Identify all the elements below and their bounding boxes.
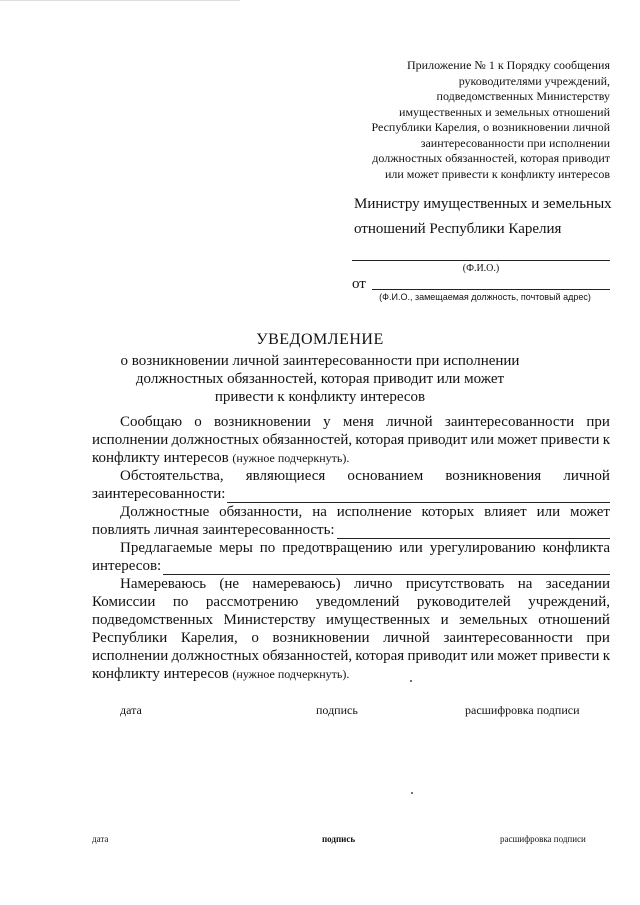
- addressee-block: [354, 192, 612, 242]
- body-word: заседании: [545, 576, 610, 592]
- signature-label: подпись: [322, 834, 356, 844]
- body-word: к: [602, 432, 610, 448]
- body-word: у: [323, 414, 331, 430]
- body-word: которых: [421, 504, 475, 520]
- body-word: намереваюсь): [252, 576, 341, 592]
- body-line: [92, 629, 610, 647]
- body-word: (не: [219, 576, 240, 592]
- document-subtitle-line: привести к конфликту интересов: [214, 389, 426, 405]
- body-word: Карелия,: [180, 630, 238, 646]
- body-word: о: [194, 414, 202, 430]
- appendix-line: или может привести к конфликту интересов: [384, 166, 610, 181]
- body-word: личной: [383, 630, 430, 646]
- body-word: привести: [540, 432, 600, 448]
- field-label: интересов:: [92, 558, 162, 574]
- fill-field-row: [92, 521, 610, 539]
- body-word: лично: [353, 576, 393, 592]
- body-word: приводит: [407, 432, 468, 448]
- from-caption: (Ф.И.О., замещаемая должность, почтовый адрес): [379, 292, 591, 302]
- appendix-line: Приложение № 1 к Порядку сообщения: [407, 58, 610, 72]
- body-word: учреждений,: [528, 594, 610, 610]
- body-word: личной: [563, 468, 610, 484]
- body-word: исполнение: [336, 504, 412, 520]
- body-word: Сообщаю: [120, 414, 183, 430]
- body-word: должностных: [171, 432, 260, 448]
- body-word: на: [517, 576, 533, 592]
- body-word: привести: [540, 648, 600, 664]
- date-label: дата: [92, 834, 109, 844]
- body-word: возникновении: [213, 414, 311, 430]
- body-word: Обстоятельства,: [120, 468, 224, 484]
- appendix-line: заинтересованности при исполнении: [420, 135, 610, 150]
- body-word: являющиеся: [245, 468, 326, 484]
- body-word: может: [569, 504, 610, 520]
- field-label: повлиять личная заинтересованность:: [92, 522, 335, 538]
- body-word: уведомлений: [315, 594, 400, 610]
- body-word: подведомственных: [92, 612, 214, 628]
- body-line: [92, 413, 610, 431]
- scan-speck: [410, 680, 412, 682]
- fill-field-row: [92, 557, 610, 575]
- from-label: от: [352, 276, 366, 292]
- addressee-line: Министру имущественных и земельных: [354, 196, 612, 212]
- appendix-line: должностных обязанностей, которая приводит: [372, 151, 610, 165]
- body-word: имущественных: [326, 612, 431, 628]
- appendix-line: Республики Карелия, о возникновении личной: [371, 120, 610, 134]
- body-word: возникновении: [272, 630, 370, 646]
- body-word: Министерству: [223, 612, 316, 628]
- body-word: меры: [219, 540, 253, 556]
- body-word: земельных: [459, 612, 528, 628]
- circumstances-blank-line[interactable]: [227, 488, 610, 503]
- body-line: [92, 593, 610, 611]
- body-word: или: [399, 540, 423, 556]
- body-word: предотвращению: [282, 540, 393, 556]
- body-line: [92, 575, 610, 593]
- appendix-line: имущественных и земельных отношений: [399, 104, 610, 119]
- body-word: может: [497, 432, 538, 448]
- body-word: Республики: [92, 630, 168, 646]
- choice-note: (нужное подчеркнуть).: [232, 451, 350, 465]
- body-line: [92, 539, 610, 557]
- body-word: на: [312, 504, 327, 520]
- scan-edge-mark: [0, 0, 240, 4]
- body-word: основанием: [347, 468, 424, 484]
- body-word: личной: [386, 414, 433, 430]
- body-word: рассмотрению: [205, 594, 299, 610]
- body-line: [92, 665, 610, 683]
- signature-decoding-label: расшифровка подписи: [465, 703, 580, 717]
- body-word: которая: [355, 432, 405, 448]
- body-word: заинтересованности: [444, 414, 575, 430]
- fio-blank-line: [352, 260, 610, 261]
- body-line: [92, 467, 610, 485]
- addressee-line: отношений Республики Карелия: [354, 221, 562, 237]
- appendix-header: [310, 58, 610, 182]
- body-word: по: [172, 594, 189, 610]
- field-label: заинтересованности:: [92, 486, 226, 502]
- measures-blank-line[interactable]: [163, 560, 610, 575]
- body-word: конфликта: [542, 540, 610, 556]
- body-word: отношений: [538, 612, 610, 628]
- body-word: влияет: [484, 504, 527, 520]
- body-word: Предлагаемые: [120, 540, 213, 556]
- body-word: меня: [342, 414, 374, 430]
- body-word: или: [470, 432, 495, 448]
- body-word: Должностные: [120, 504, 210, 520]
- body-word: должностных: [171, 648, 260, 664]
- body-word: руководителей: [416, 594, 511, 610]
- signature-label: подпись: [316, 703, 358, 717]
- signature-decoding-label: расшифровка подписи: [500, 834, 586, 844]
- document-subtitle-line: должностных обязанностей, которая приводит или может: [135, 371, 505, 387]
- body-word: обязанности,: [219, 504, 303, 520]
- notice-body: [92, 413, 610, 683]
- body-word: Намереваюсь: [120, 576, 207, 592]
- body-word: урегулированию: [429, 540, 536, 556]
- from-blank-line: [372, 289, 610, 290]
- document-title: УВЕДОМЛЕНИЕ: [256, 331, 384, 348]
- body-word: возникновения: [445, 468, 542, 484]
- body-word: присутствовать: [405, 576, 505, 592]
- scan-speck: [411, 792, 413, 794]
- body-text: конфликту интересов: [92, 450, 229, 466]
- body-word: может: [497, 648, 538, 664]
- body-word: которая: [355, 648, 405, 664]
- body-line: [92, 503, 610, 521]
- body-word: по: [259, 540, 276, 556]
- body-word: о: [251, 630, 259, 646]
- body-word: обязанностей,: [262, 648, 353, 664]
- choice-note: (нужное подчеркнуть).: [232, 667, 350, 681]
- fio-caption: (Ф.И.О.): [462, 263, 500, 274]
- body-word: обязанностей,: [262, 432, 353, 448]
- body-word: исполнении: [92, 648, 169, 664]
- body-line: [92, 647, 610, 665]
- body-text: конфликту интересов: [92, 666, 229, 682]
- body-line: [92, 449, 610, 467]
- document-subtitle-line: о возникновении личной заинтересованности при исполнении: [120, 353, 520, 369]
- body-line: [92, 611, 610, 629]
- date-label: дата: [120, 703, 142, 717]
- appendix-line: подведомственных Министерству: [436, 89, 610, 103]
- body-word: при: [586, 414, 610, 430]
- body-word: при: [586, 630, 610, 646]
- body-word: приводит: [407, 648, 468, 664]
- body-line: [92, 431, 610, 449]
- appendix-line: руководителями учреждений,: [458, 73, 610, 88]
- body-word: Комиссии: [92, 594, 156, 610]
- body-word: заинтересованности: [443, 630, 573, 646]
- body-word: к: [602, 648, 610, 664]
- duties-blank-line[interactable]: [337, 524, 610, 539]
- body-word: или: [536, 504, 561, 520]
- fill-field-row: [92, 485, 610, 503]
- body-word: исполнении: [92, 432, 169, 448]
- body-word: или: [470, 648, 495, 664]
- body-word: и: [440, 612, 449, 628]
